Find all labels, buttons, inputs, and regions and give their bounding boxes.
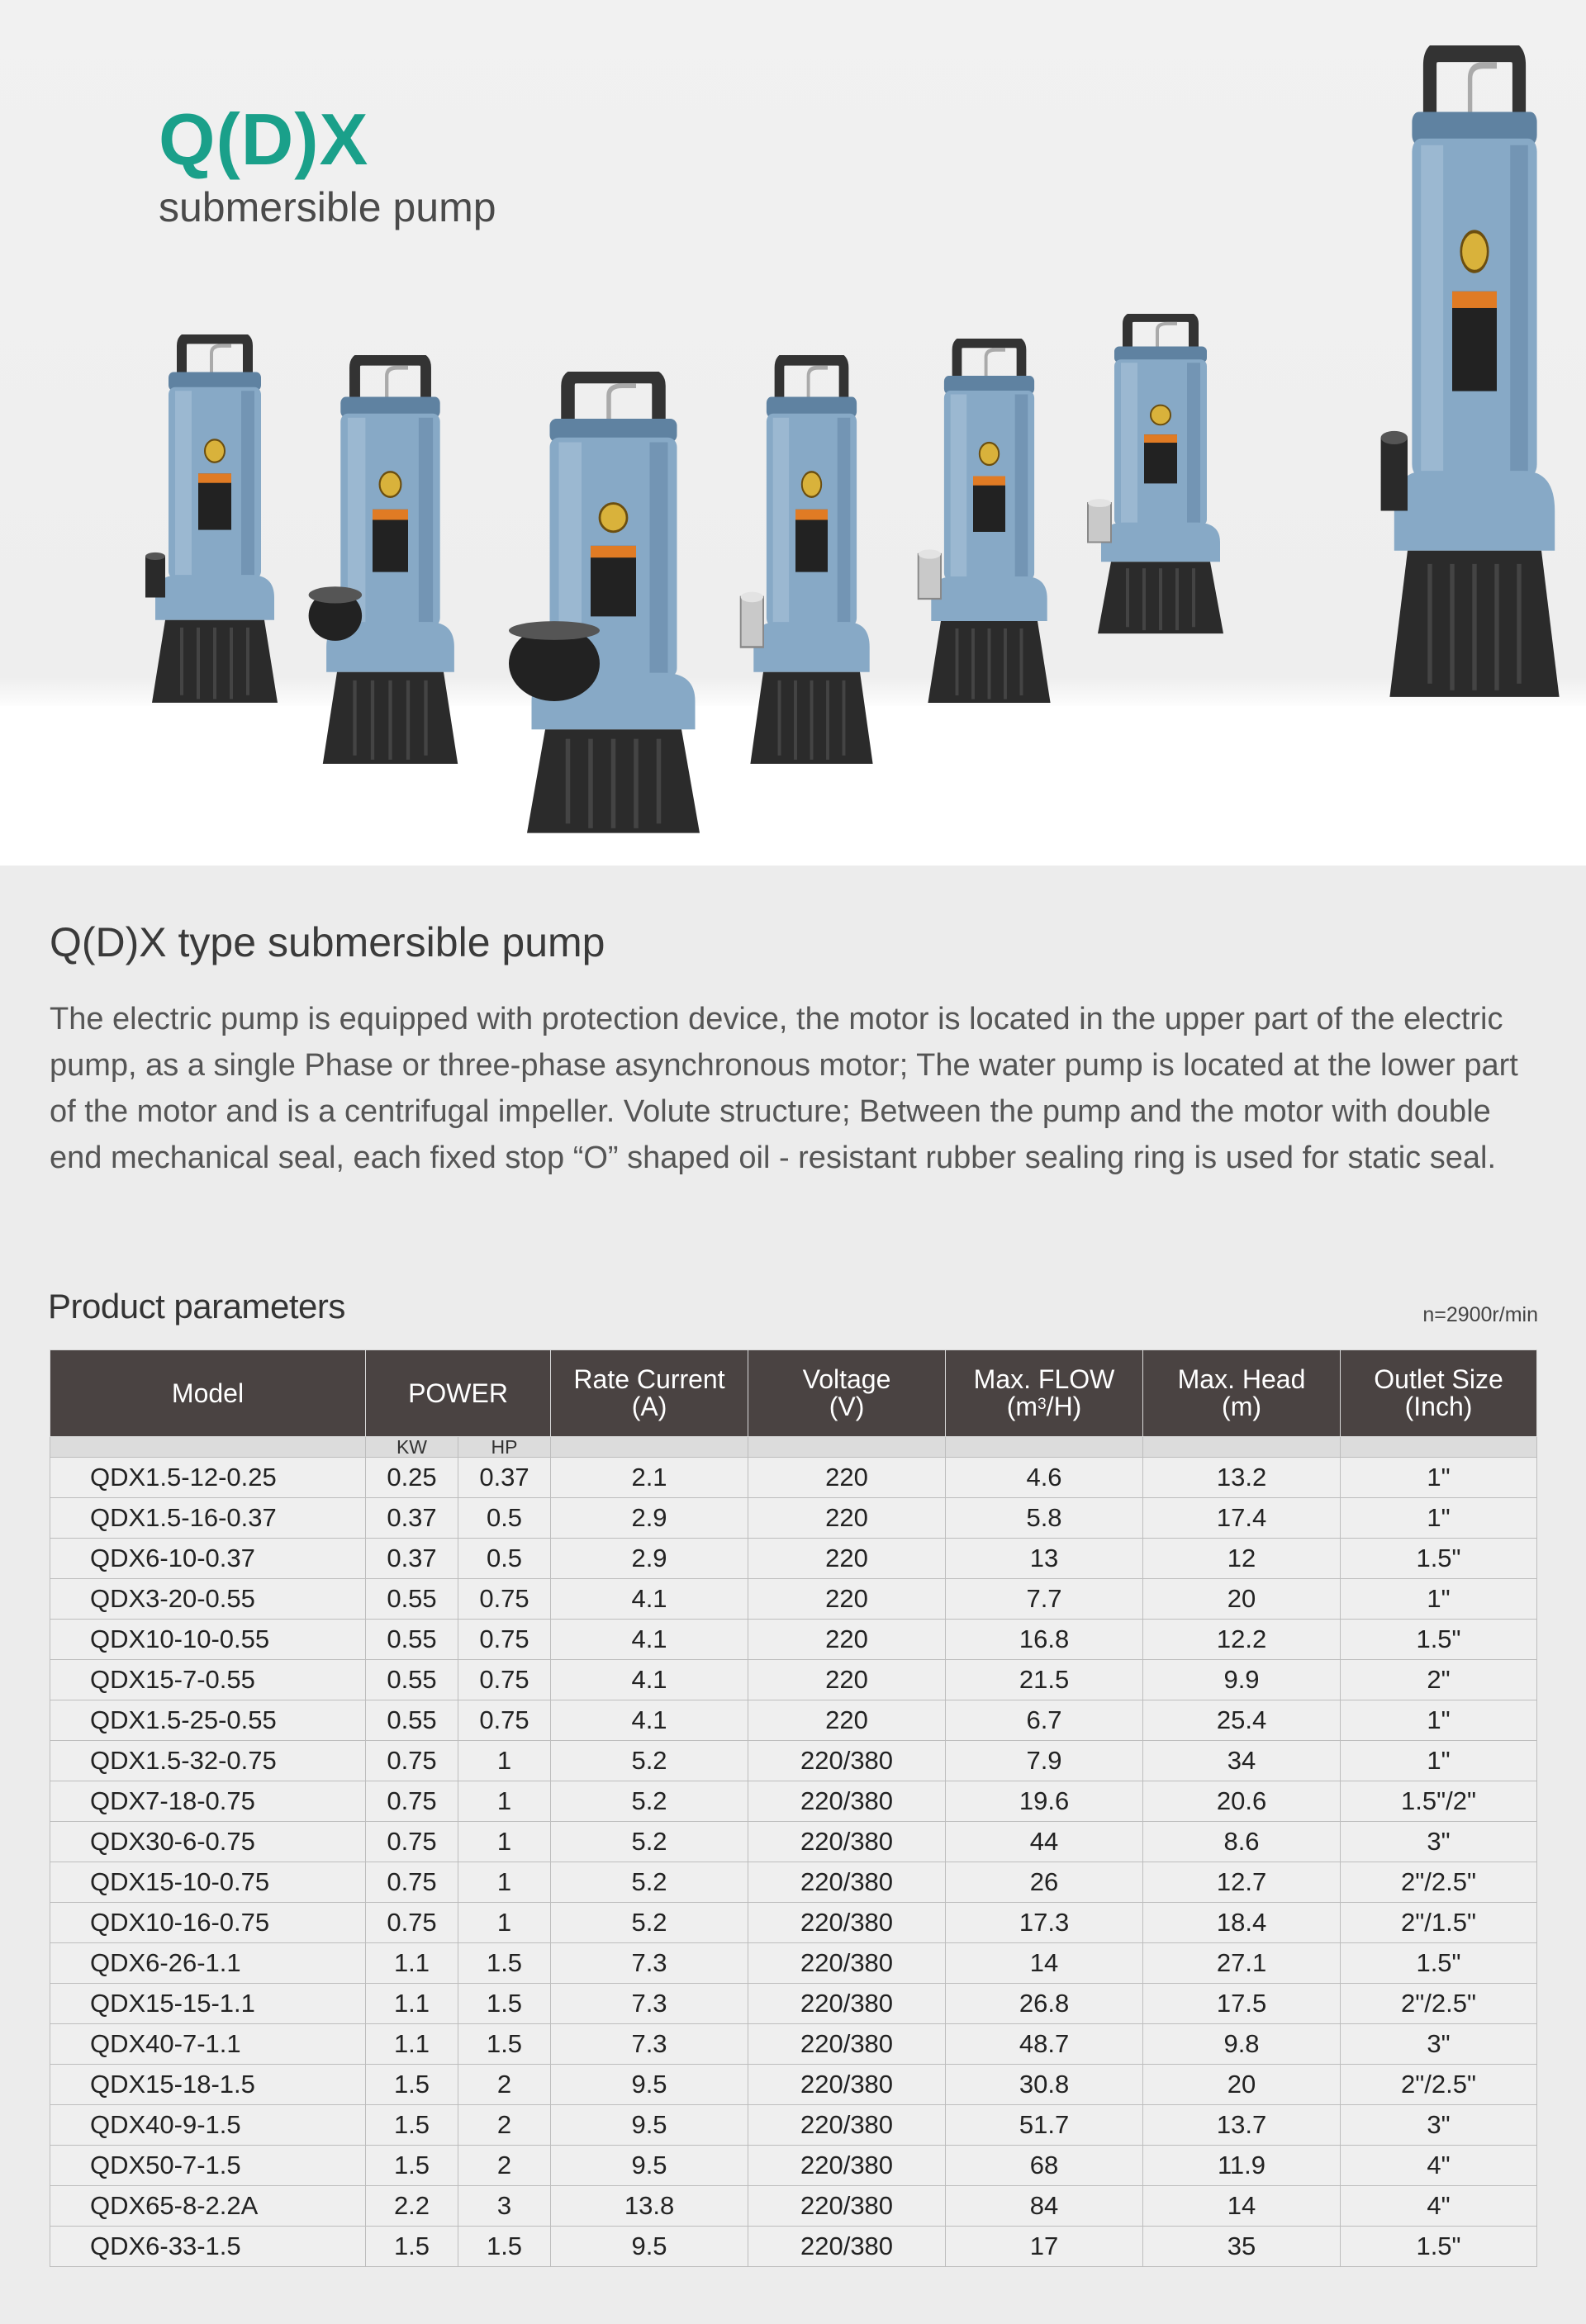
cell-current: 7.3 bbox=[551, 1984, 748, 2024]
pump-illustration bbox=[132, 334, 297, 710]
cell-outlet: 3" bbox=[1341, 2105, 1537, 2146]
table-row bbox=[50, 1862, 1537, 1903]
hero-banner bbox=[0, 0, 1586, 866]
subcol-empty bbox=[748, 1437, 946, 1458]
cell-model: QDX6-26-1.1 bbox=[50, 1943, 366, 1984]
table-row bbox=[50, 1458, 1537, 1498]
cell-power-kw: 1.5 bbox=[366, 2227, 458, 2267]
cell-power-kw: 0.75 bbox=[366, 1781, 458, 1822]
cell-outlet: 2"/2.5" bbox=[1341, 1862, 1537, 1903]
cell-outlet: 4" bbox=[1341, 2146, 1537, 2186]
cell-power-kw: 0.75 bbox=[366, 1741, 458, 1781]
section-title: Q(D)X type submersible pump bbox=[50, 919, 605, 965]
cell-power-hp: 1 bbox=[458, 1862, 551, 1903]
cell-current: 4.1 bbox=[551, 1660, 748, 1700]
cell-power-hp: 0.75 bbox=[458, 1700, 551, 1741]
table-row bbox=[50, 1660, 1537, 1700]
speed-note: n=2900r/min bbox=[1422, 1303, 1538, 1326]
table-row bbox=[50, 1822, 1537, 1862]
col-current-label: Rate Current bbox=[573, 1364, 725, 1394]
pump-illustration bbox=[1363, 45, 1586, 710]
cell-power-kw: 0.37 bbox=[366, 1498, 458, 1539]
cell-power-hp: 2 bbox=[458, 2065, 551, 2105]
cell-voltage: 220/380 bbox=[748, 2227, 946, 2267]
cell-head: 12.7 bbox=[1143, 1862, 1341, 1903]
cell-current: 9.5 bbox=[551, 2146, 748, 2186]
product-subtitle: submersible pump bbox=[159, 184, 496, 230]
cell-outlet: 3" bbox=[1341, 1822, 1537, 1862]
col-flow-unit-sup: 3 bbox=[1038, 1396, 1047, 1413]
cell-flow: 5.8 bbox=[946, 1498, 1143, 1539]
cell-power-kw: 1.1 bbox=[366, 1984, 458, 2024]
cell-outlet: 1" bbox=[1341, 1498, 1537, 1539]
cell-power-hp: 1.5 bbox=[458, 1984, 551, 2024]
cell-voltage: 220 bbox=[748, 1458, 946, 1498]
cell-model: QDX1.5-32-0.75 bbox=[50, 1741, 366, 1781]
pump-illustration bbox=[1078, 314, 1243, 640]
cell-power-kw: 0.55 bbox=[366, 1579, 458, 1620]
cell-outlet: 2"/1.5" bbox=[1341, 1903, 1537, 1943]
cell-current: 4.1 bbox=[551, 1620, 748, 1660]
cell-outlet: 1" bbox=[1341, 1741, 1537, 1781]
cell-flow: 6.7 bbox=[946, 1700, 1143, 1741]
cell-head: 25.4 bbox=[1143, 1700, 1341, 1741]
cell-power-hp: 0.37 bbox=[458, 1458, 551, 1498]
cell-current: 5.2 bbox=[551, 1781, 748, 1822]
col-model: Model bbox=[50, 1350, 366, 1437]
cell-voltage: 220/380 bbox=[748, 1781, 946, 1822]
table-subheader-row bbox=[50, 1437, 1537, 1458]
cell-current: 7.3 bbox=[551, 2024, 748, 2065]
cell-current: 7.3 bbox=[551, 1943, 748, 1984]
col-head-unit: (m) bbox=[1222, 1392, 1261, 1421]
cell-current: 9.5 bbox=[551, 2227, 748, 2267]
table-header-row bbox=[50, 1350, 1537, 1437]
cell-power-kw: 0.75 bbox=[366, 1903, 458, 1943]
cell-flow: 17.3 bbox=[946, 1903, 1143, 1943]
table-row bbox=[50, 2227, 1537, 2267]
cell-head: 9.9 bbox=[1143, 1660, 1341, 1700]
cell-power-kw: 0.75 bbox=[366, 1862, 458, 1903]
cell-power-kw: 0.75 bbox=[366, 1822, 458, 1862]
subcol-kw: KW bbox=[366, 1437, 458, 1458]
cell-power-hp: 0.5 bbox=[458, 1539, 551, 1579]
cell-power-kw: 2.2 bbox=[366, 2186, 458, 2227]
table-body bbox=[50, 1458, 1537, 2267]
cell-outlet: 2"/2.5" bbox=[1341, 2065, 1537, 2105]
cell-model: QDX1.5-12-0.25 bbox=[50, 1458, 366, 1498]
cell-voltage: 220/380 bbox=[748, 1741, 946, 1781]
cell-voltage: 220 bbox=[748, 1700, 946, 1741]
cell-head: 12.2 bbox=[1143, 1620, 1341, 1660]
cell-current: 4.1 bbox=[551, 1700, 748, 1741]
cell-flow: 30.8 bbox=[946, 2065, 1143, 2105]
col-outlet bbox=[1341, 1350, 1537, 1437]
subcol-empty bbox=[1143, 1437, 1341, 1458]
cell-outlet: 1" bbox=[1341, 1700, 1537, 1741]
table-row bbox=[50, 1620, 1537, 1660]
cell-current: 9.5 bbox=[551, 2105, 748, 2146]
col-voltage-label: Voltage bbox=[802, 1364, 891, 1394]
table-row bbox=[50, 1700, 1537, 1741]
cell-model: QDX40-7-1.1 bbox=[50, 2024, 366, 2065]
cell-power-hp: 1 bbox=[458, 1903, 551, 1943]
cell-flow: 21.5 bbox=[946, 1660, 1143, 1700]
cell-head: 20 bbox=[1143, 2065, 1341, 2105]
subcol-empty bbox=[50, 1437, 366, 1458]
cell-outlet: 1.5" bbox=[1341, 1620, 1537, 1660]
cell-voltage: 220 bbox=[748, 1579, 946, 1620]
section-description: The electric pump is equipped with protection device, the motor is located in the upper part of the electric pump, as a single Phase or three-phase asynchronous motor; The water pump is located at the lower part of the motor and is a centrifugal impeller. Volute structure; Between the pump and the motor with double end mechanical seal, each fixed stop “O” shaped oil - resistant rubber sealing ring is used for static seal. bbox=[50, 1002, 1518, 1175]
cell-flow: 51.7 bbox=[946, 2105, 1143, 2146]
cell-voltage: 220/380 bbox=[748, 1984, 946, 2024]
cell-power-kw: 1.5 bbox=[366, 2065, 458, 2105]
cell-head: 17.5 bbox=[1143, 1984, 1341, 2024]
cell-outlet: 1" bbox=[1341, 1579, 1537, 1620]
cell-head: 13.7 bbox=[1143, 2105, 1341, 2146]
subcol-empty bbox=[551, 1437, 748, 1458]
cell-outlet: 1.5" bbox=[1341, 1539, 1537, 1579]
cell-flow: 68 bbox=[946, 2146, 1143, 2186]
cell-head: 35 bbox=[1143, 2227, 1341, 2267]
cell-flow: 26 bbox=[946, 1862, 1143, 1903]
table-row bbox=[50, 2146, 1537, 2186]
cell-model: QDX10-16-0.75 bbox=[50, 1903, 366, 1943]
cell-current: 2.1 bbox=[551, 1458, 748, 1498]
cell-outlet: 1" bbox=[1341, 1458, 1537, 1498]
cell-head: 27.1 bbox=[1143, 1943, 1341, 1984]
table-row bbox=[50, 1984, 1537, 2024]
product-title: Q(D)X bbox=[159, 98, 369, 180]
col-flow bbox=[946, 1350, 1143, 1437]
cell-voltage: 220/380 bbox=[748, 1943, 946, 1984]
cell-head: 34 bbox=[1143, 1741, 1341, 1781]
cell-voltage: 220/380 bbox=[748, 2024, 946, 2065]
cell-flow: 44 bbox=[946, 1822, 1143, 1862]
table-row bbox=[50, 2065, 1537, 2105]
col-flow-unit-post: /H) bbox=[1046, 1392, 1082, 1421]
cell-outlet: 3" bbox=[1341, 2024, 1537, 2065]
cell-model: QDX3-20-0.55 bbox=[50, 1579, 366, 1620]
col-flow-unit-pre: (m bbox=[1006, 1392, 1038, 1421]
cell-current: 2.9 bbox=[551, 1498, 748, 1539]
cell-flow: 19.6 bbox=[946, 1781, 1143, 1822]
cell-model: QDX6-10-0.37 bbox=[50, 1539, 366, 1579]
cell-model: QDX40-9-1.5 bbox=[50, 2105, 366, 2146]
col-outlet-unit: (Inch) bbox=[1404, 1392, 1473, 1421]
cell-power-hp: 3 bbox=[458, 2186, 551, 2227]
table-row bbox=[50, 1498, 1537, 1539]
cell-model: QDX50-7-1.5 bbox=[50, 2146, 366, 2186]
cell-power-kw: 0.55 bbox=[366, 1700, 458, 1741]
cell-outlet: 1.5" bbox=[1341, 2227, 1537, 2267]
table-row bbox=[50, 1741, 1537, 1781]
cell-voltage: 220 bbox=[748, 1498, 946, 1539]
cell-flow: 16.8 bbox=[946, 1620, 1143, 1660]
cell-voltage: 220/380 bbox=[748, 2065, 946, 2105]
cell-current: 9.5 bbox=[551, 2065, 748, 2105]
cell-model: QDX15-15-1.1 bbox=[50, 1984, 366, 2024]
subcol-empty bbox=[946, 1437, 1143, 1458]
cell-voltage: 220 bbox=[748, 1539, 946, 1579]
cell-power-hp: 1.5 bbox=[458, 2024, 551, 2065]
col-current-unit: (A) bbox=[631, 1392, 667, 1421]
cell-head: 17.4 bbox=[1143, 1498, 1341, 1539]
table-row bbox=[50, 2105, 1537, 2146]
cell-head: 11.9 bbox=[1143, 2146, 1341, 2186]
cell-head: 20 bbox=[1143, 1579, 1341, 1620]
cell-power-hp: 1 bbox=[458, 1781, 551, 1822]
cell-voltage: 220/380 bbox=[748, 2186, 946, 2227]
cell-power-hp: 0.75 bbox=[458, 1660, 551, 1700]
parameters-table bbox=[50, 1349, 1537, 2267]
cell-current: 5.2 bbox=[551, 1862, 748, 1903]
col-outlet-label: Outlet Size bbox=[1374, 1364, 1503, 1394]
cell-voltage: 220/380 bbox=[748, 1903, 946, 1943]
pump-illustration bbox=[500, 372, 727, 842]
subcol-hp: HP bbox=[458, 1437, 551, 1458]
cell-model: QDX10-10-0.55 bbox=[50, 1620, 366, 1660]
table-row bbox=[50, 2186, 1537, 2227]
cell-model: QDX15-18-1.5 bbox=[50, 2065, 366, 2105]
cell-model: QDX30-6-0.75 bbox=[50, 1822, 366, 1862]
col-head-label: Max. Head bbox=[1177, 1364, 1306, 1394]
cell-voltage: 220/380 bbox=[748, 2105, 946, 2146]
cell-voltage: 220 bbox=[748, 1660, 946, 1700]
cell-flow: 17 bbox=[946, 2227, 1143, 2267]
cell-outlet: 4" bbox=[1341, 2186, 1537, 2227]
cell-current: 5.2 bbox=[551, 1822, 748, 1862]
cell-power-hp: 0.75 bbox=[458, 1620, 551, 1660]
cell-head: 20.6 bbox=[1143, 1781, 1341, 1822]
col-voltage-unit: (V) bbox=[829, 1392, 865, 1421]
cell-model: QDX1.5-16-0.37 bbox=[50, 1498, 366, 1539]
cell-power-hp: 0.75 bbox=[458, 1579, 551, 1620]
cell-power-hp: 2 bbox=[458, 2146, 551, 2186]
cell-head: 14 bbox=[1143, 2186, 1341, 2227]
cell-current: 5.2 bbox=[551, 1741, 748, 1781]
cell-model: QDX15-10-0.75 bbox=[50, 1862, 366, 1903]
cell-head: 9.8 bbox=[1143, 2024, 1341, 2065]
cell-flow: 48.7 bbox=[946, 2024, 1143, 2065]
table-row bbox=[50, 1903, 1537, 1943]
cell-power-hp: 1 bbox=[458, 1822, 551, 1862]
cell-flow: 7.7 bbox=[946, 1579, 1143, 1620]
cell-flow: 14 bbox=[946, 1943, 1143, 1984]
cell-power-kw: 0.25 bbox=[366, 1458, 458, 1498]
cell-current: 4.1 bbox=[551, 1579, 748, 1620]
cell-head: 13.2 bbox=[1143, 1458, 1341, 1498]
cell-outlet: 1.5" bbox=[1341, 1943, 1537, 1984]
cell-current: 2.9 bbox=[551, 1539, 748, 1579]
pump-illustration bbox=[302, 355, 479, 772]
table-row bbox=[50, 1781, 1537, 1822]
cell-power-kw: 1.5 bbox=[366, 2146, 458, 2186]
table-row bbox=[50, 1943, 1537, 1984]
table-row bbox=[50, 2024, 1537, 2065]
params-heading: Product parameters bbox=[48, 1287, 345, 1326]
cell-current: 5.2 bbox=[551, 1903, 748, 1943]
cell-voltage: 220/380 bbox=[748, 2146, 946, 2186]
cell-power-hp: 2 bbox=[458, 2105, 551, 2146]
pump-illustration bbox=[731, 355, 892, 772]
cell-model: QDX6-33-1.5 bbox=[50, 2227, 366, 2267]
cell-head: 12 bbox=[1143, 1539, 1341, 1579]
cell-voltage: 220/380 bbox=[748, 1822, 946, 1862]
cell-power-kw: 0.55 bbox=[366, 1620, 458, 1660]
cell-model: QDX7-18-0.75 bbox=[50, 1781, 366, 1822]
table-row bbox=[50, 1579, 1537, 1620]
cell-outlet: 1.5"/2" bbox=[1341, 1781, 1537, 1822]
cell-flow: 26.8 bbox=[946, 1984, 1143, 2024]
subcol-empty bbox=[1341, 1437, 1537, 1458]
col-power: POWER bbox=[366, 1350, 551, 1437]
cell-current: 13.8 bbox=[551, 2186, 748, 2227]
cell-model: QDX15-7-0.55 bbox=[50, 1660, 366, 1700]
col-voltage bbox=[748, 1350, 946, 1437]
cell-power-kw: 0.37 bbox=[366, 1539, 458, 1579]
table-row bbox=[50, 1539, 1537, 1579]
cell-voltage: 220/380 bbox=[748, 1862, 946, 1903]
cell-power-hp: 1.5 bbox=[458, 2227, 551, 2267]
cell-voltage: 220 bbox=[748, 1620, 946, 1660]
cell-power-kw: 1.5 bbox=[366, 2105, 458, 2146]
cell-power-hp: 0.5 bbox=[458, 1498, 551, 1539]
cell-outlet: 2" bbox=[1341, 1660, 1537, 1700]
col-head bbox=[1143, 1350, 1341, 1437]
cell-power-hp: 1.5 bbox=[458, 1943, 551, 1984]
cell-power-kw: 0.55 bbox=[366, 1660, 458, 1700]
cell-head: 8.6 bbox=[1143, 1822, 1341, 1862]
cell-flow: 84 bbox=[946, 2186, 1143, 2227]
cell-model: QDX65-8-2.2A bbox=[50, 2186, 366, 2227]
cell-flow: 13 bbox=[946, 1539, 1143, 1579]
col-flow-label: Max. FLOW bbox=[973, 1364, 1115, 1394]
cell-model: QDX1.5-25-0.55 bbox=[50, 1700, 366, 1741]
cell-flow: 7.9 bbox=[946, 1741, 1143, 1781]
pump-illustration bbox=[909, 339, 1070, 710]
cell-power-kw: 1.1 bbox=[366, 1943, 458, 1984]
cell-flow: 4.6 bbox=[946, 1458, 1143, 1498]
cell-outlet: 2"/2.5" bbox=[1341, 1984, 1537, 2024]
col-current bbox=[551, 1350, 748, 1437]
cell-power-hp: 1 bbox=[458, 1741, 551, 1781]
cell-power-kw: 1.1 bbox=[366, 2024, 458, 2065]
cell-head: 18.4 bbox=[1143, 1903, 1341, 1943]
